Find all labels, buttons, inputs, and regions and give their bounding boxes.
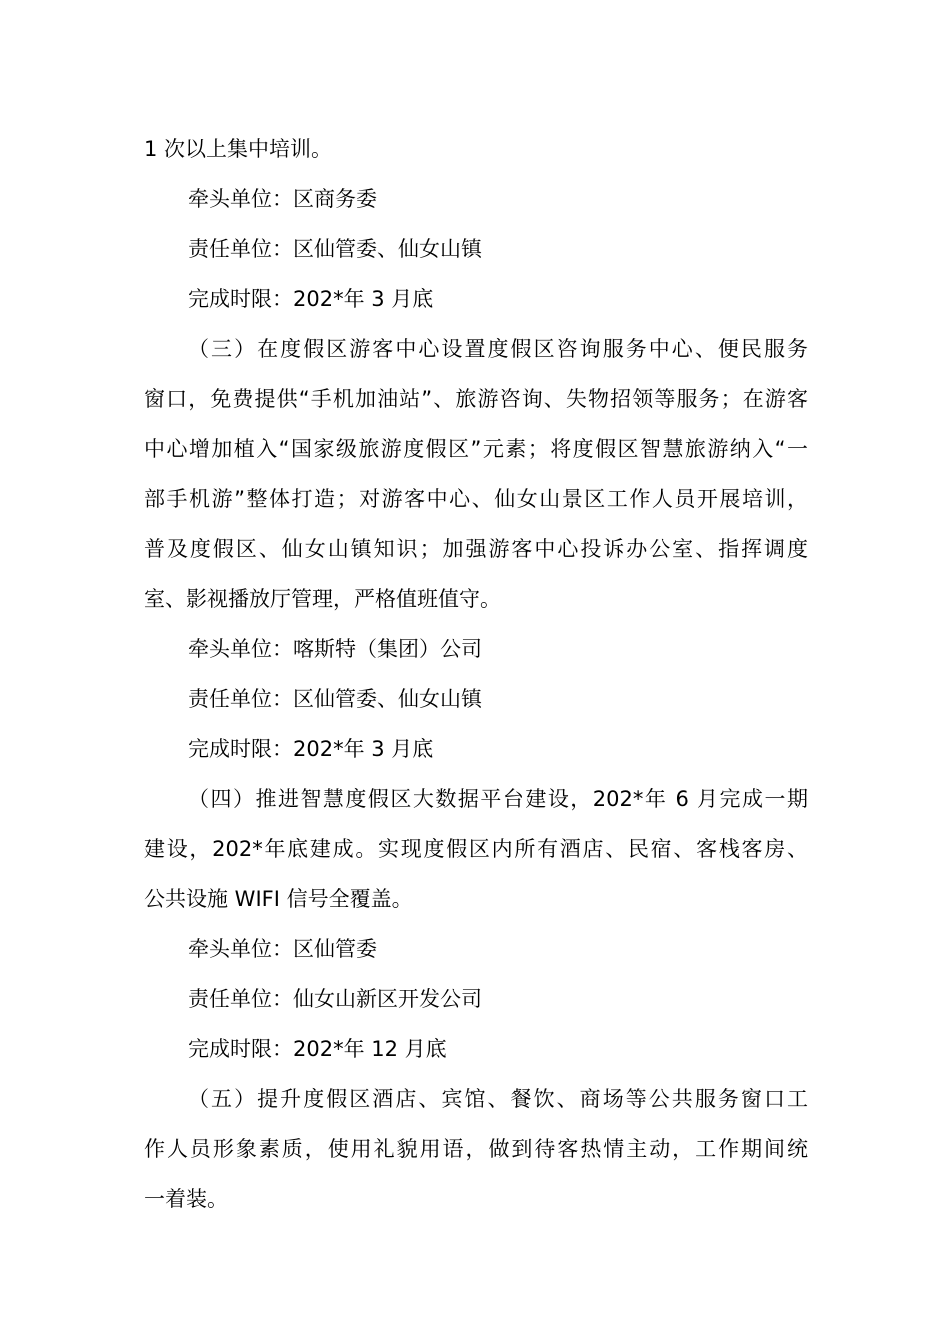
text-line: 一着装。 [144, 1187, 228, 1211]
text-line: 作人员形象素质，使用礼貌用语，做到待客热情主动，工作期间统 [144, 1137, 808, 1161]
text-line: 建设，202*年底建成。实现度假区内所有酒店、民宿、客栈客房、 [144, 837, 808, 861]
text-line: 公共设施 WIFI 信号全覆盖。 [144, 887, 413, 911]
deadline-line: 完成时限：202*年 3 月底 [188, 737, 434, 761]
responsible-unit-line: 责任单位：区仙管委、仙女山镇 [188, 237, 482, 261]
responsible-unit-line: 责任单位：仙女山新区开发公司 [188, 987, 482, 1011]
lead-unit-line: 牵头单位：区商务委 [188, 187, 377, 211]
section-3-heading-line: （三）在度假区游客中心设置度假区咨询服务中心、便民服务 [188, 337, 808, 361]
text-line: 部手机游”整体打造；对游客中心、仙女山景区工作人员开展培训， [144, 487, 808, 511]
text-line: 1 次以上集中培训。 [144, 137, 333, 161]
responsible-unit-line: 责任单位：区仙管委、仙女山镇 [188, 687, 482, 711]
document-body [144, 124, 808, 1224]
section-4-heading-line: （四）推进智慧度假区大数据平台建设，202*年 6 月完成一期 [188, 787, 808, 811]
deadline-line: 完成时限：202*年 3 月底 [188, 287, 434, 311]
text-line: 普及度假区、仙女山镇知识；加强游客中心投诉办公室、指挥调度 [144, 537, 808, 561]
text-line: 室、影视播放厅管理，严格值班值守。 [144, 587, 501, 611]
section-5-heading-line: （五）提升度假区酒店、宾馆、餐饮、商场等公共服务窗口工 [188, 1087, 808, 1111]
lead-unit-line: 牵头单位：喀斯特（集团）公司 [188, 637, 482, 661]
lead-unit-line: 牵头单位：区仙管委 [188, 937, 377, 961]
text-line: 窗口，免费提供“手机加油站”、旅游咨询、失物招领等服务；在游客 [144, 387, 808, 411]
deadline-line: 完成时限：202*年 12 月底 [188, 1037, 447, 1061]
text-line: 中心增加植入“国家级旅游度假区”元素；将度假区智慧旅游纳入“一 [144, 437, 808, 461]
